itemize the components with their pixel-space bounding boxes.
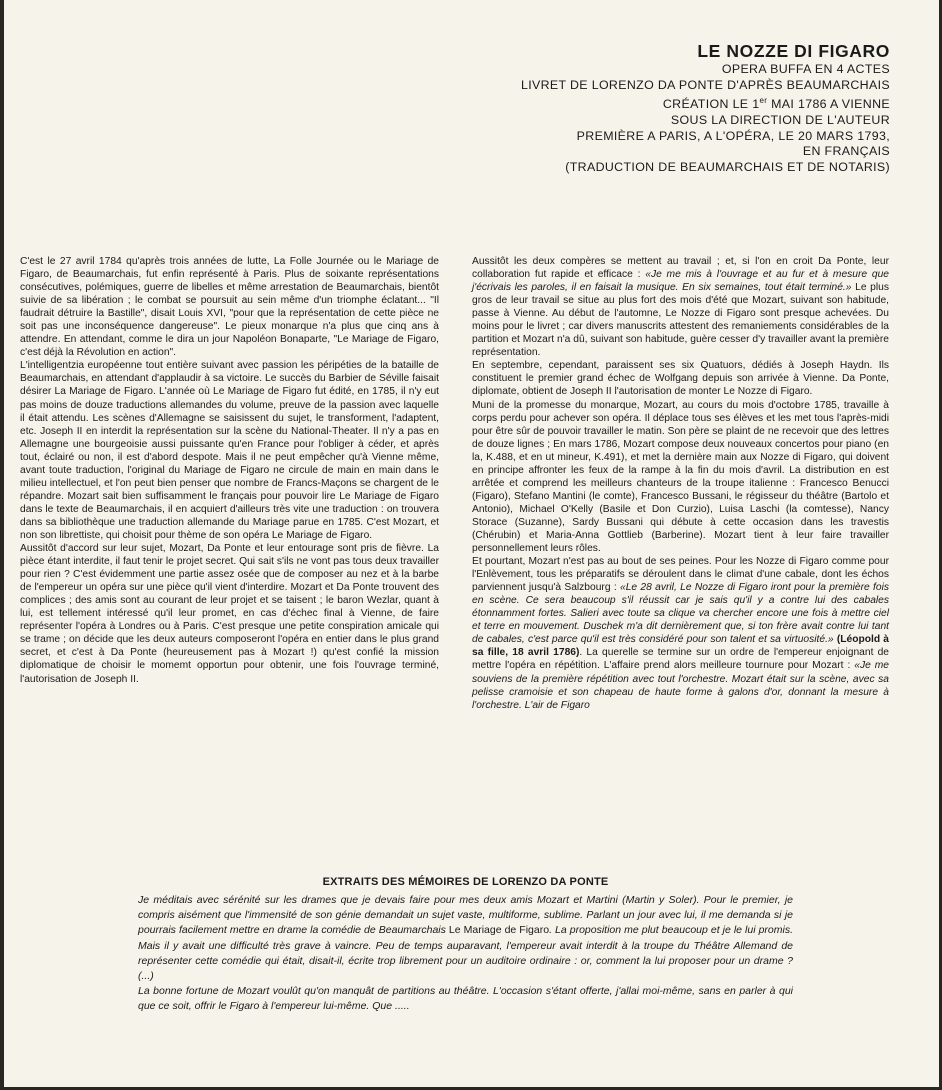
text-run: Je méditais avec sérénité sur les drames que je devais faire pour mes deux amis Mozart et Martini (Martin y Soler). Pour le premier, je compris aisément que l'immensité de son génie demandait un sujet vaste, multiforme, sublime. Parlant un jour avec lui, il me demanda si je pourrais facilement mettre en drame la comédie de Beaumarchais: [138, 894, 793, 937]
subtitle-line: EN FRANÇAIS: [802, 144, 890, 159]
text-run: . La proposition me plut beaucoup et je le lui promis. Mais il y avait une difficulté très grave à vaincre. Peu de temps auparavant, l'empereur avait interdit à la troupe du Théâtre Allemand de représenter cette comédie qui était, disait-il, écrite trop librement pour un auditoire ordinaire : or, comment la lui proposer pour un drame ? (...): [138, 924, 794, 983]
right-column: [472, 255, 889, 712]
extract-title: EXTRAITS DES MÉMOIRES DE LORENZO DA PONTE: [322, 876, 609, 888]
quote-run: «Je me mis à l'ouvrage et au fur et à mesure que j'écrivais les paroles, il en faisait la musique. En six semaines, tout était terminé.»: [472, 269, 889, 294]
page-title: LE NOZZE DI FIGARO: [697, 41, 890, 61]
page-edge-left: [0, 0, 4, 1090]
text-run: Aussitôt les deux compères se mettent au travail ; et, si l'on en croit Da Ponte, leur collaboration fut rapide et efficace :: [472, 256, 889, 281]
citation-run: (Léopold à sa fille, 18 avril 1786): [472, 634, 889, 659]
quote-run: «Je me souviens de la première répétition avec tout l'orchestre. Mozart était sur la scène, avec sa pelisse cramoisie et son chapeau de haute forme à galons d'or, donnant la mesure à l'orchestre. L'air de Figaro: [472, 660, 889, 711]
paragraph: L'intelligentzia européenne tout entière suivant avec passion les péripéties de la bataille de Beaumarchais, en attendant d'applaudir à sa victoire. Le succès du Barbier de Séville faisait désirer La Mariage de Figaro. L'année où Le Mariage de Figaro fut édité, en 1785, il n'y eut pas moins de douze traductions allemandes du volume, preuve de la passion avec laquelle il était attendu. Les scènes d'Allemagne se saisissent du sujet, le transforment, l'adaptent, etc. Joseph II en interdit la représentation sur la scène du National-Theater. Il n'y a pas en Allemagne une bourgeoisie aussi puissante qu'en France pour l'obliger à céder, et après tout, éclairé ou non, il est d'abord despote. Mais il ne peut empêcher qu'à Vienne même, avant toute traduction, l'original du Mariage de Figaro ne circule de main en main dans le milieu intellectuel, et l'on peut bien penser que nombre de Francs-Maçons se chargent de le répandre. Mozart sait bien suffisamment le français pour pouvoir lire Le Mariage de Figaro dans le texte de Beaumarchais, il en acquiert d'ailleurs très vite une traduction : on trouvera dans sa bibliothèque une traduction allemande du Mariage parue en 1785. C'est Mozart, et non son librettiste, qui choisit pour thème de son opéra Le Mariage de Figaro.: [20, 360, 439, 541]
text-run: Et pourtant, Mozart n'est pas au bout de ses peines. Pour les Nozze di Figaro comme pour l'Enlèvement, tous les préparatifs se déroulent dans le climat d'une cabale, dont les échos parviennent jusqu'à Salzbourg :: [472, 556, 889, 594]
paragraph: Muni de la promesse du monarque, Mozart, au cours du mois d'octobre 1785, travaille à corps perdu pour achever son opéra. Il déplace tous ses élèves et les met tous l'après-midi pour être sûr de pouvoir travailler le matin. Son père se plaint de ne recevoir que des lettres de douze lignes ; En mars 1786, Mozart compose deux nouveaux concertos pour piano (en la, K.488, et en ut mineur, K.491), et met la dernière main aux Nozze di Figaro, qui doivent en principe affronter les feux de la rampe à la fin du mois d'avril. La distribution en est arrêtée et comprend les meilleurs chanteurs de la troupe italienne : Francesco Benucci (Figaro), Stefano Mantini (le comte), Francesco Bussani, le régisseur du théâtre (Bartolo et Antonio), Michael O'Kelly (Basile et Don Curzio), Luisa Laschi (la comtesse), Nancy Storace (Suzanne), Sardy Bussani qui débute à cette occasion dans les travestis (Chérubin) et Maria-Anna Gottlieb (Barberine). Mozart tient à leur faire travailler personnellement leurs rôles.: [472, 399, 889, 555]
creation-text-end: MAI 1786 A VIENNE: [767, 97, 890, 112]
creation-line: [521, 93, 890, 113]
title-block: [521, 40, 890, 175]
left-column: [20, 255, 439, 686]
paragraph: [472, 555, 889, 712]
subtitle-line: OPERA BUFFA EN 4 ACTES: [721, 62, 890, 76]
subtitle-line: (TRADUCTION DE BEAUMARCHAIS ET DE NOTARIS): [565, 159, 890, 174]
creation-ordinal: er: [759, 96, 768, 106]
subtitle-line: SOUS LA DIRECTION DE L'AUTEUR: [670, 112, 890, 127]
subtitle-line: LIVRET DE LORENZO DA PONTE D'APRÈS BEAUMARCHAIS: [520, 77, 890, 92]
memoirs-extract: [138, 876, 793, 1015]
creation-text: CRÉATION LE 1: [662, 97, 760, 112]
quote-run: «Le 28 avril, Le Nozze di Figaro iront pour la première fois en scène. Ce sera beaucoup s'il réussit car je sais qu'il y a contre lui des cabales étonnamment fortes. Salieri avec toute sa clique va chercher encore une fois à mettre ciel et terre en mouvement. Duschek m'a dit dernièrement que, si ton frère avait contre lui tant de cabales, c'est parce qu'il est très considéré pour son talent et sa virtuosité.»: [472, 582, 889, 646]
upright-run: Le Mariage de Figaro: [448, 924, 550, 937]
extract-paragraph: [138, 893, 793, 984]
paragraph: C'est le 27 avril 1784 qu'après trois années de lutte, La Folle Journée ou le Mariage de Figaro, de Beaumarchais, fut enfin représenté à Paris. Plus de soixante représentations consécutives, polémiques, guerre de libelles et même arrestation de Beaumarchais, bientôt suivie de sa libération ; le combat se poursuit au sein même d'un triomphe éclatant... "Il faudrait détruire la Bastille", disait Louis XVI, "pour que la représentation de cette pièce ne soit pas une inconséquence dangereuse". Le pieux monarque n'a plus que cinq ans à attendre. En attendant, comme le dira un jour Napoléon Bonaparte, "Le Mariage de Figaro, c'est déjà la Révolution en action".: [20, 256, 439, 359]
text-run: Le plus gros de leur travail se situe au plus fort des mois d'été que Mozart, suivant son habitude, passe à Vienne. Au début de l'automne, Le Nozze di Figaro sont presque achevées. Du moins pour le livret ; car divers manuscrits attestent des remaniements considérables de la partition et Mozart n'a dû, suivant son habitude, guère cesser d'y travailler avant la première représentation.: [472, 282, 889, 359]
paragraph: [472, 255, 889, 359]
subtitle-line: PREMIÈRE A PARIS, A L'OPÉRA, LE 20 MARS 1793,: [576, 128, 890, 143]
extract-paragraph: La bonne fortune de Mozart voulût qu'on manquât de partitions au théâtre. L'occasion s'étant offerte, j'allai moi-même, sans en parler à qui que ce soit, offrir le Figaro à l'empereur lui-même. Que .....: [138, 985, 793, 1013]
paragraph: Aussitôt d'accord sur leur sujet, Mozart, Da Ponte et leur entourage sont pris de fièvre. La pièce étant interdite, il faut tenir le projet secret. Qui sait s'ils ne vont pas tous deux travailler pour rien ? C'est évidemment une partie assez osée que de composer au nez et à la barbe de l'empereur un opéra sur une pièce qu'il vient d'interdire. Mozart et Da Ponte trouvent des complices ; des amis sont au courant de leur projet et se taisent ; le baron Wezlar, quant à lui, est tellement intéressé qu'il leur promet, en cas d'échec final à Vienne, de faire représenter l'opéra à Londres ou à Paris. C'est presque une petite conspiration amicale qui se trame ; on décide que les deux auteurs composeront l'opéra en entier dans le plus grand secret, et c'est à Da Ponte (heureusement pas à Mozart !) qu'est confié la mission diplomatique de choisir le momemt opportun pour obtenir, une fois l'ouvrage terminé, l'autorisation de Joseph II.: [20, 543, 439, 685]
paragraph: En septembre, cependant, paraissent ses six Quatuors, dédiés à Joseph Haydn. Ils constituent le premier grand échec de Wolfgang depuis son arrivée à Vienne. Da Ponte, diplomate, obtient de Joseph II l'autorisation de monter Le Nozze di Figaro.: [472, 360, 889, 398]
text-run: . La querelle se termine sur un ordre de l'empereur enjoignant de mettre l'opéra en répétition. L'affaire prend alors meilleure tournure pour Mozart :: [472, 647, 890, 672]
